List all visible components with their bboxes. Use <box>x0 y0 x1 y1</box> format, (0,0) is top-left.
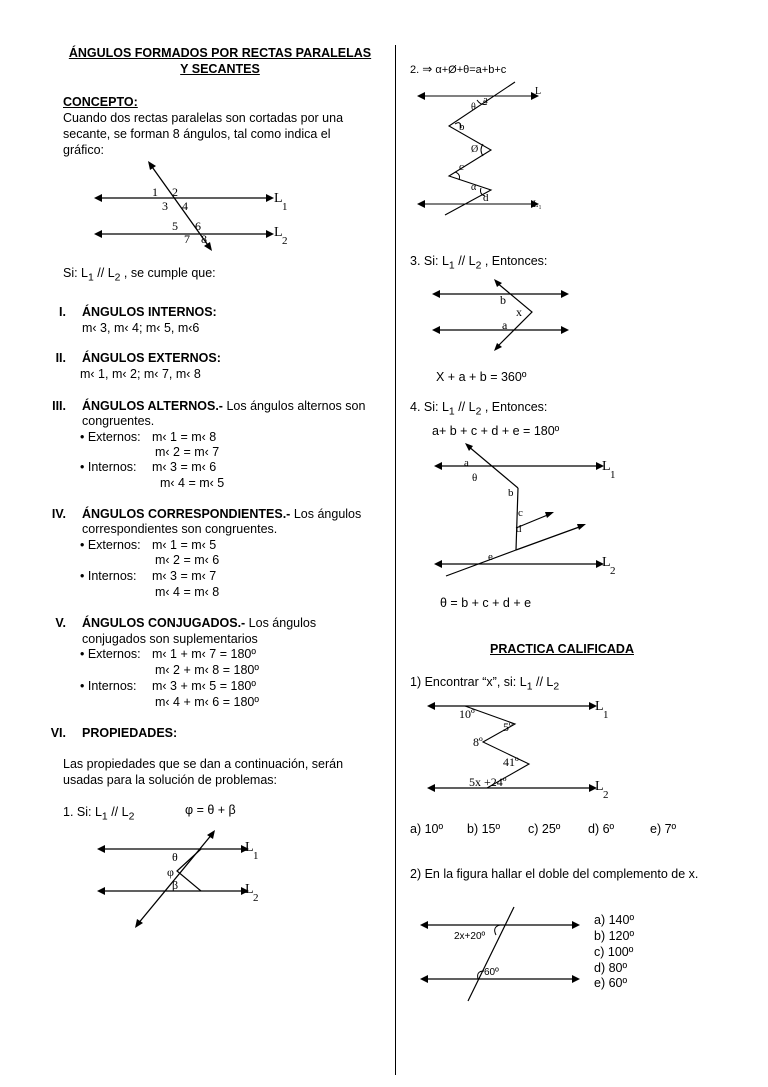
prop4-L2: L <box>602 555 611 570</box>
prop4-result: θ = b + c + d + e <box>440 596 532 610</box>
prop3-a: a <box>502 318 508 332</box>
prop1-sub2: 2 <box>128 811 135 823</box>
q1-text <box>410 675 559 694</box>
prop4-b: b <box>508 487 514 499</box>
prop4-suffix: , Entonces: <box>481 400 548 414</box>
q2-option-a: a) 140º <box>594 913 635 927</box>
conj-int-1: m‹ 3 + m‹ 5 = 180º <box>152 679 256 693</box>
concept-line-2: secante, se forman 8 ángulos, tal como indica el <box>63 127 331 141</box>
q1-angle-8: 8º <box>473 735 483 749</box>
prop2-arrow-icon: ⇒ <box>422 62 433 76</box>
alternos-int-1: m‹ 3 = m‹ 6 <box>152 460 217 474</box>
section-3-heading: ÁNGULOS ALTERNOS.- <box>82 399 223 413</box>
prop1-sub1: 1 <box>101 811 108 823</box>
prop1-L2: L <box>245 882 254 897</box>
q1-prefix: 1) Encontrar “x”, si: L <box>410 675 527 689</box>
prop1-theta: θ <box>172 850 178 864</box>
q2-angle-60: 60º <box>484 967 499 978</box>
prop4-sub1: 1 <box>448 406 455 418</box>
concept-line-1: Cuando dos rectas paralelas son cortadas por una <box>63 111 344 125</box>
angle-label-6: 6 <box>195 219 201 233</box>
section-2-number: II. <box>55 351 66 365</box>
section-4-number: IV. <box>51 507 66 521</box>
prop2-o: Ø <box>471 144 479 155</box>
q2-option-d: d) 80º <box>594 961 628 975</box>
figure-property-2 <box>415 80 545 215</box>
angle-label-3: 3 <box>162 199 168 213</box>
q1-option-a: a) 10º <box>410 822 444 836</box>
section-2-line: m‹ 1, m‹ 2; m‹ 7, m‹ 8 <box>80 367 201 381</box>
line-label-L1: L <box>274 191 283 206</box>
section-3-number: III. <box>52 399 66 413</box>
section-3-rest: Los ángulos alternos son <box>222 399 366 413</box>
prop4-L1: L <box>602 459 611 474</box>
q1-angle-10: 10º <box>459 707 475 721</box>
angle-label-5: 5 <box>172 219 178 233</box>
prop2-L: L <box>535 86 542 97</box>
section-1-heading: ÁNGULOS INTERNOS: <box>82 305 217 319</box>
prop4-L1-sub: 1 <box>610 469 616 481</box>
practice-title: PRACTICA CALIFICADA <box>490 642 634 656</box>
prop1-L1: L <box>245 840 254 855</box>
q1-sub2: 2 <box>553 681 560 693</box>
props-line-2: usadas para la solución de problemas: <box>63 773 278 787</box>
si-mid: // L <box>93 266 115 280</box>
prop1-formula: φ = θ + β <box>185 803 236 817</box>
prop3-condition <box>410 254 547 273</box>
alternos-ext-2: m‹ 2 = m‹ 7 <box>155 445 220 459</box>
prop2-a: a <box>483 94 488 106</box>
prop2-header <box>410 62 506 78</box>
line-label-L1-sub: 1 <box>282 201 288 213</box>
section-4-heading-line <box>82 507 361 523</box>
page-title <box>55 46 385 77</box>
q2-option-c: c) 100º <box>594 945 634 959</box>
props-line-1: Las propiedades que se dan a continuación, serán <box>63 757 344 771</box>
prop3-suffix: , Entonces: <box>481 254 548 268</box>
section-5-cont: conjugados son suplementarios <box>82 632 258 646</box>
prop3-mid: // L <box>454 254 476 268</box>
angle-label-8: 8 <box>201 232 207 246</box>
concept-line-3: gráfico: <box>63 143 104 157</box>
q1-expr: 5x +24º <box>469 775 507 789</box>
conj-ext-2: m‹ 2 + m‹ 8 = 180º <box>155 663 259 677</box>
section-3-cont: congruentes. <box>82 414 155 428</box>
figure-parallel-lines-8-angles <box>90 160 300 250</box>
corresp-ext-1: m‹ 1 = m‹ 5 <box>152 538 217 552</box>
section-2-heading: ÁNGULOS EXTERNOS: <box>82 351 221 365</box>
q1-sub1: 1 <box>526 681 533 693</box>
title-line-1: ÁNGULOS FORMADOS POR RECTAS PARALELAS <box>68 46 372 60</box>
prop1-condition <box>63 805 134 824</box>
section-4-rest: Los ángulos <box>290 507 362 521</box>
prop4-mid: // L <box>454 400 476 414</box>
si-prefix: Si: L <box>63 266 89 280</box>
prop2-alpha: α <box>471 182 477 193</box>
q1-mid: // L <box>532 675 554 689</box>
corresp-int-2: m‹ 4 = m‹ 8 <box>155 585 220 599</box>
prop1-L1-sub: 1 <box>253 850 259 862</box>
prop3-x: x <box>516 305 522 319</box>
prop2-num: 2. <box>410 64 420 76</box>
q1-L1: L <box>595 699 604 714</box>
alternos-ext-label: • Externos: <box>80 430 141 444</box>
concept-heading: CONCEPTO: <box>63 95 138 109</box>
section-5-number: V. <box>55 616 66 630</box>
section-3-heading-line <box>82 399 365 415</box>
si-suffix: , se cumple que: <box>120 266 216 280</box>
q1-option-c: c) 25º <box>528 822 561 836</box>
figure-property-3 <box>430 280 580 355</box>
prop2-d: d <box>483 192 489 204</box>
prop1-beta: β <box>172 878 179 892</box>
section-5-heading-line <box>82 616 316 632</box>
prop1-L2-sub: 2 <box>253 892 259 904</box>
section-1-line: m‹ 3, m‹ 4; m‹ 5, m‹6 <box>82 321 200 335</box>
prop1-prefix: 1. Si: L <box>63 805 102 819</box>
prop2-formula: α+Ø+θ=a+b+c <box>435 64 507 76</box>
prop4-theta: θ <box>472 472 478 484</box>
alternos-int-2: m‹ 4 = m‹ 5 <box>160 476 225 490</box>
q2-expr: 2x+20º <box>454 931 486 942</box>
conj-ext-label: • Externos: <box>80 647 141 661</box>
prop3-result: X + a + b = 360º <box>436 370 527 384</box>
section-5-rest: Los ángulos <box>245 616 317 630</box>
q1-option-d: d) 6º <box>588 822 615 836</box>
angle-label-7: 7 <box>184 232 190 246</box>
alternos-ext-1: m‹ 1 = m‹ 8 <box>152 430 217 444</box>
figure-question-1 <box>425 698 620 803</box>
corresp-ext-label: • Externos: <box>80 538 141 552</box>
angle-label-1: 1 <box>152 185 158 199</box>
prop4-e: e <box>488 551 493 563</box>
figure-property-4 <box>432 440 622 588</box>
si-sub2: 2 <box>114 272 121 284</box>
conj-int-2: m‹ 4 + m‹ 6 = 180º <box>155 695 259 709</box>
conj-int-label: • Internos: <box>80 679 137 693</box>
q2-text: 2) En la figura hallar el doble del complemento de x. <box>410 867 699 881</box>
section-1-number: I. <box>59 305 66 319</box>
figure-question-2 <box>418 905 588 1005</box>
angle-label-4: 4 <box>182 199 188 213</box>
prop4-d: d <box>516 523 522 535</box>
angle-label-2: 2 <box>172 185 178 199</box>
prop4-c: c <box>518 507 523 519</box>
alternos-int-label: • Internos: <box>80 460 137 474</box>
prop4-formula: a+ b + c + d + e = 180º <box>432 424 560 438</box>
title-line-2: Y SECANTES <box>180 61 260 76</box>
section-4-heading: ÁNGULOS CORRESPONDIENTES.- <box>82 507 291 521</box>
figure-property-1 <box>95 835 275 930</box>
prop3-prefix: 3. Si: L <box>410 254 449 268</box>
conj-ext-1: m‹ 1 + m‹ 7 = 180º <box>152 647 256 661</box>
prop4-a: a <box>464 457 469 469</box>
q2-option-e: e) 60º <box>594 976 628 990</box>
q2-option-b: b) 120º <box>594 929 635 943</box>
prop2-L1: L₁ <box>533 199 542 209</box>
corresp-ext-2: m‹ 2 = m‹ 6 <box>155 553 220 567</box>
prop4-condition <box>410 400 547 419</box>
si-sub1: 1 <box>88 272 94 284</box>
q1-angle-41: 41º <box>503 755 519 769</box>
section-6-number: VI. <box>50 726 66 740</box>
q1-option-e: e) 7º <box>650 822 677 836</box>
q1-L2-sub: 2 <box>603 789 609 801</box>
prop4-sub2: 2 <box>475 406 482 418</box>
prop4-prefix: 4. Si: L <box>410 400 449 414</box>
section-4-cont: correspondientes son congruentes. <box>82 522 278 536</box>
prop2-c: c <box>459 161 464 173</box>
column-divider <box>395 45 396 1075</box>
q1-option-b: b) 15º <box>467 822 501 836</box>
corresp-int-1: m‹ 3 = m‹ 7 <box>152 569 217 583</box>
corresp-int-label: • Internos: <box>80 569 137 583</box>
prop2-b: b <box>459 121 465 133</box>
prop1-mid: // L <box>107 805 129 819</box>
section-5-heading: ÁNGULOS CONJUGADOS.- <box>82 616 246 630</box>
q1-L1-sub: 1 <box>603 709 609 721</box>
prop3-sub2: 2 <box>475 260 482 272</box>
line-label-L2: L <box>274 225 283 240</box>
q1-L2: L <box>595 779 604 794</box>
line-label-L2-sub: 2 <box>282 235 288 247</box>
prop2-theta: θ <box>471 102 476 113</box>
prop4-L2-sub: 2 <box>610 565 616 577</box>
q1-angle-5: 5º <box>503 720 513 734</box>
si-condition <box>63 266 216 285</box>
prop3-sub1: 1 <box>448 260 455 272</box>
prop3-b: b <box>500 293 506 307</box>
prop1-phi: φ <box>167 865 174 879</box>
section-6-heading: PROPIEDADES: <box>82 726 178 740</box>
